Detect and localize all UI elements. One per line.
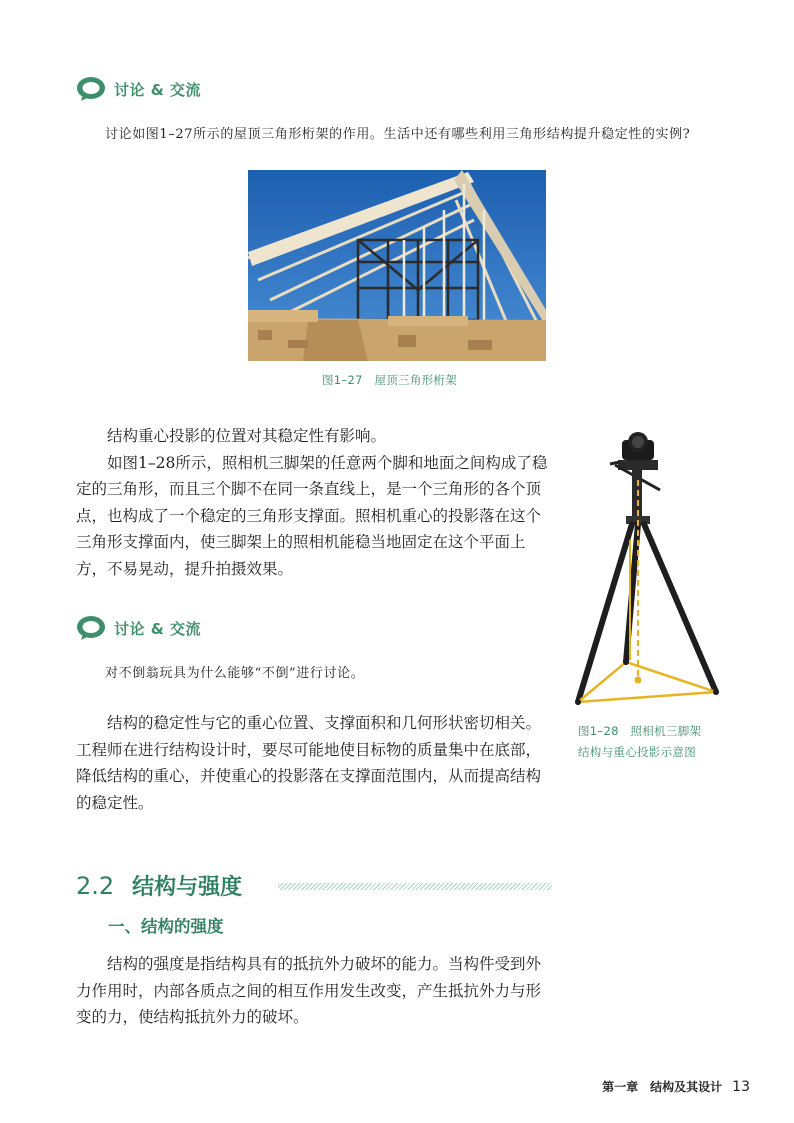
discussion-header-2 <box>76 615 201 641</box>
section-divider <box>278 883 552 890</box>
page-number: 13 <box>732 1079 750 1095</box>
footer-chapter: 第一章 结构及其设计 <box>602 1080 723 1094</box>
paragraph-center-of-gravity <box>76 423 553 582</box>
section-number: 2.2 <box>76 871 115 900</box>
paragraph-intro-line: 结构重心投影的位置对其稳定性有影响。 <box>107 427 387 445</box>
section-title: 结构与强度 <box>132 875 243 900</box>
discussion-label: 讨论 & 交流 <box>114 80 202 99</box>
discussion-text: 讨论如图1–27所示的屋顶三角形桁架的作用。生活中还有哪些利用三角形结构提升稳定性的实例? <box>105 127 691 142</box>
paragraph-stability-text: 结构的稳定性与它的重心位置、支撑面积和几何形状密切相关。工程师在进行结构设计时，要尽可能地使目标物的质量集中在底部，降低结构的重心，并使重心的投影落在支撑面范围内，从而提高结构的稳定性。 <box>76 714 542 812</box>
section-heading <box>76 870 242 901</box>
page-footer <box>602 1078 750 1095</box>
discussion-header <box>76 76 201 102</box>
figure-1-28-caption-line1: 图1–28 照相机三脚架 <box>578 724 702 738</box>
figure-1-27-caption: 图1–27 屋顶三角形桁架 <box>322 373 458 387</box>
paragraph-tripod-text: 如图1–28所示，照相机三脚架的任意两个脚和地面之间构成了稳定的三角形，而且三个脚不在同一条直线上，是一个三角形的各个顶点，也构成了一个稳定的三角形支撑面。照相机重心的投影落在这个三角形支撑面内，使三脚架上的照相机能稳当地固定在这个平面上方，不易晃动，提升拍摄效果。 <box>76 453 548 578</box>
discussion-label: 讨论 & 交流 <box>114 619 202 638</box>
chat-bubble-icon <box>76 615 106 641</box>
roof-truss-photo <box>248 170 546 361</box>
paragraph-strength-text: 结构的强度是指结构具有的抵抗外力破坏的能力。当构件受到外力作用时，内部各质点之间的相互作用发生改变，产生抵抗外力与形变的力，使结构抵抗外力的破坏。 <box>76 955 542 1026</box>
figure-1-28-caption-line2: 结构与重心投影示意图 <box>578 745 696 759</box>
paragraph-strength <box>76 951 553 1031</box>
subsection-title: 一、结构的强度 <box>108 917 224 936</box>
tripod-illustration <box>570 430 720 710</box>
chat-bubble-icon <box>76 76 106 102</box>
paragraph-stability <box>76 710 553 816</box>
discussion-text-2: 对不倒翁玩具为什么能够“不倒”进行讨论。 <box>105 666 365 681</box>
